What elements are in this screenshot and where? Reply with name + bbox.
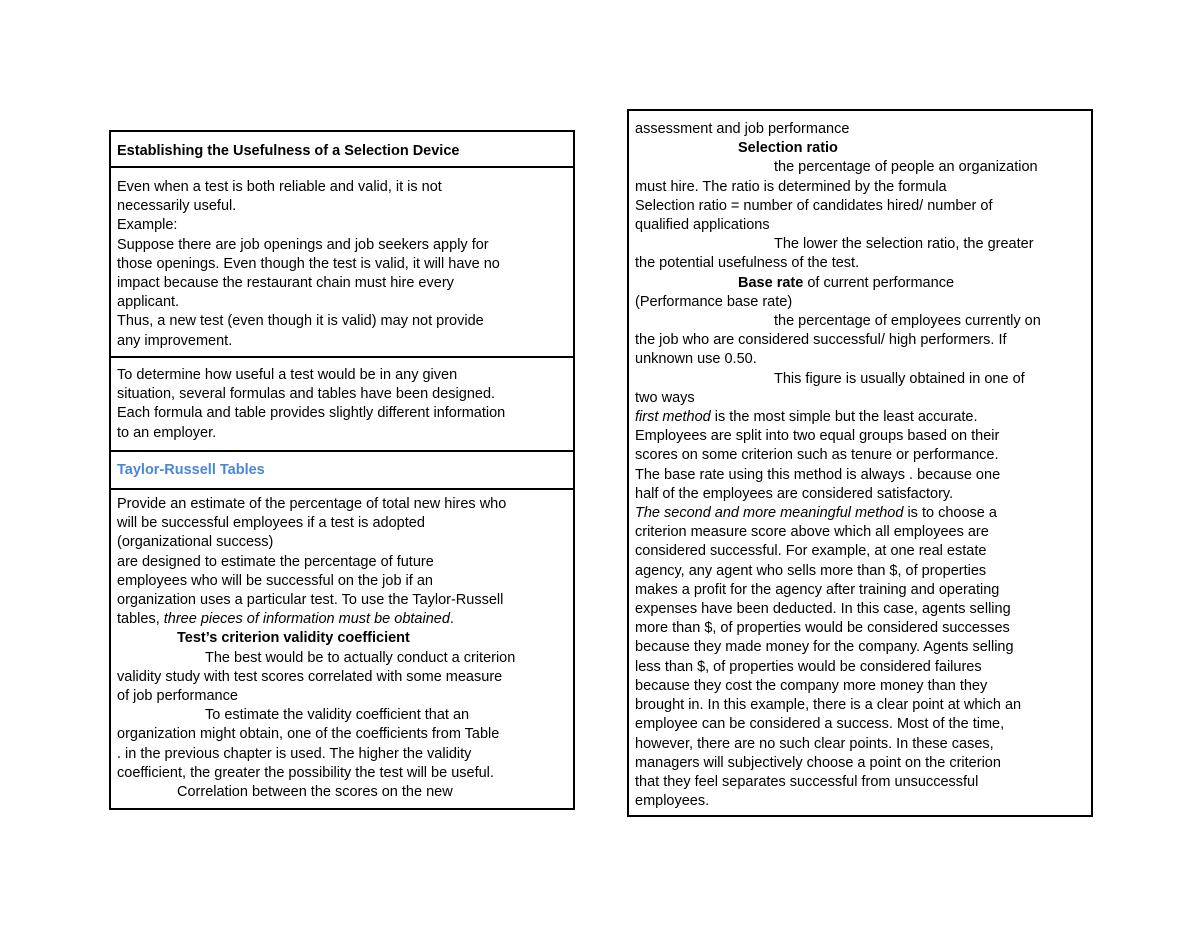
section-determine xyxy=(111,358,573,452)
text-line: half of the employees are considered satisfactory. xyxy=(635,485,954,502)
text-line: unknown use 0.50. xyxy=(635,351,757,368)
section-title-taylor-russell: Taylor-Russell Tables xyxy=(117,462,265,478)
text-line: This figure is usually obtained in one of xyxy=(774,370,1025,387)
subheading-criterion-validity: Test’s criterion validity coefficient xyxy=(177,630,410,647)
text-line: makes a profit for the agency after training and operating xyxy=(635,581,1000,598)
italic-text: The second and more meaningful method xyxy=(635,505,904,522)
text-line: situation, several formulas and tables have been designed. xyxy=(117,386,496,403)
left-card xyxy=(109,130,575,810)
text-line: will be successful employees if a test is adopted xyxy=(117,515,425,532)
text-line: however, there are no such clear points. In these cases, xyxy=(635,735,994,752)
text-line: employees. xyxy=(635,793,710,810)
text-line: any improvement. xyxy=(117,332,233,349)
text-line: (Performance base rate) xyxy=(635,293,793,310)
text-fragment: tables, xyxy=(117,611,164,628)
subheading-selection-ratio: Selection ratio xyxy=(738,140,838,157)
section-taylor-russell xyxy=(111,452,573,490)
text-line: must hire. The ratio is determined by the formula xyxy=(635,178,947,195)
text-line: because they made money for the company. Agents selling xyxy=(635,639,1014,656)
text-line: that they feel separates successful from unsuccessful xyxy=(635,773,979,790)
italic-text: first method xyxy=(635,409,711,426)
text-line: qualified applications xyxy=(635,217,770,234)
bold-text: Base rate xyxy=(738,274,804,291)
text-line: less than $, of properties would be considered failures xyxy=(635,658,982,675)
text-line: organization uses a particular test. To use the Taylor-Russell xyxy=(117,592,504,609)
text-line: Employees are split into two equal groups based on their xyxy=(635,428,1000,445)
text-line: employees who will be successful on the job if an xyxy=(117,572,433,589)
text-line: validity study with test scores correlated with some measure xyxy=(117,668,503,685)
text-line-tables xyxy=(117,610,567,629)
text-line: necessarily useful. xyxy=(117,198,237,215)
text-line: because they cost the company more money than they xyxy=(635,677,988,694)
text-line: the percentage of people an organization xyxy=(774,159,1038,176)
text-line-second-method xyxy=(635,504,1085,523)
text-line: To determine how useful a test would be in any given xyxy=(117,367,458,383)
text-line: applicant. xyxy=(117,294,180,311)
text-line: two ways xyxy=(635,389,695,406)
text-line: The lower the selection ratio, the greater xyxy=(774,236,1034,253)
text-line: impact because the restaurant chain must hire every xyxy=(117,275,454,292)
text-line: those openings. Even though the test is valid, it will have no xyxy=(117,255,500,272)
section-heading xyxy=(111,132,573,168)
right-card xyxy=(627,109,1093,817)
text-line: employee can be considered a success. Most of the time, xyxy=(635,716,1005,733)
section-intro xyxy=(111,168,573,358)
text-line: (organizational success) xyxy=(117,534,274,551)
subheading-base-rate xyxy=(635,274,1085,293)
text-line: Example: xyxy=(117,217,178,234)
section-estimate xyxy=(111,490,573,802)
text-line: brought in. In this example, there is a clear point at which an xyxy=(635,697,1022,714)
text-line: of job performance xyxy=(117,688,238,705)
text-fragment: is the most simple but the least accurate. xyxy=(710,409,978,426)
text-line: . in the previous chapter is used. The higher the validity xyxy=(117,745,472,762)
text-line: the job who are considered successful/ high performers. If xyxy=(635,332,1007,349)
text-line-first-method xyxy=(635,408,1085,427)
text-line: The base rate using this method is always . because one xyxy=(635,466,1001,483)
text-line: The best would be to actually conduct a criterion xyxy=(205,649,516,666)
text-fragment: is to choose a xyxy=(903,505,997,522)
text-line: Selection ratio = number of candidates hired/ number of xyxy=(635,197,993,214)
italic-text: three pieces of information must be obtained xyxy=(163,611,450,628)
text-line: the percentage of employees currently on xyxy=(774,313,1041,330)
text-line: considered successful. For example, at one real estate xyxy=(635,543,987,560)
text-line: Even when a test is both reliable and valid, it is not xyxy=(117,179,442,195)
text-line: criterion measure score above which all employees are xyxy=(635,524,989,541)
text-line: Provide an estimate of the percentage of total new hires who xyxy=(117,496,507,512)
text-line: assessment and job performance xyxy=(635,121,850,137)
text-line: coefficient, the greater the possibility the test will be useful. xyxy=(117,764,494,781)
text-line: are designed to estimate the percentage of future xyxy=(117,553,434,570)
text-line: To estimate the validity coefficient that an xyxy=(205,707,470,724)
text-line: scores on some criterion such as tenure or performance. xyxy=(635,447,999,464)
text-line: more than $, of properties would be considered successes xyxy=(635,620,1010,637)
text-fragment: . xyxy=(449,611,454,628)
text-line: expenses have been deducted. In this case, agents selling xyxy=(635,601,1011,618)
text-line: to an employer. xyxy=(117,424,217,441)
text-line: Correlation between the scores on the new xyxy=(177,784,453,801)
text-line: Suppose there are job openings and job seekers apply for xyxy=(117,236,489,253)
text-line: Thus, a new test (even though it is valid) may not provide xyxy=(117,313,484,330)
text-line: agency, any agent who sells more than $, of properties xyxy=(635,562,987,579)
text-line: managers will subjectively choose a point on the criterion xyxy=(635,754,1001,771)
text-line: the potential usefulness of the test. xyxy=(635,255,860,272)
text-line: Each formula and table provides slightly different information xyxy=(117,405,506,422)
text-fragment: of current performance xyxy=(803,274,955,291)
text-line: organization might obtain, one of the coefficients from Table xyxy=(117,726,500,743)
page-title: Establishing the Usefulness of a Selection Device xyxy=(117,143,460,159)
